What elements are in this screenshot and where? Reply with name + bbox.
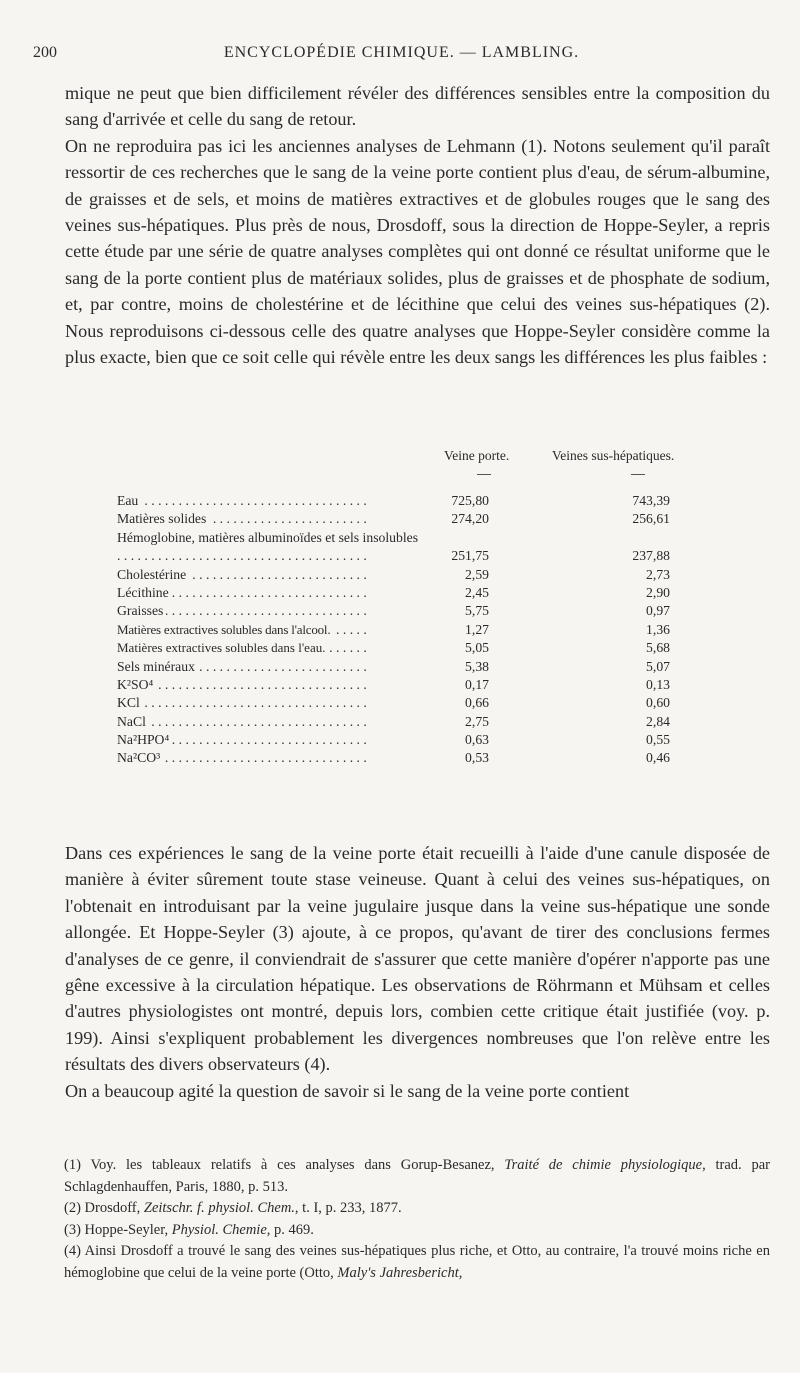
row-label: Matières extractives solubles dans l'alcool. (117, 622, 333, 637)
footnote-2-title: Zeitschr. f. physiol. Chem. (143, 1200, 295, 1216)
running-title: ENCYCLOPÉDIE CHIMIQUE. — LAMBLING. (223, 44, 580, 61)
table-row (117, 676, 677, 694)
footnote-2-text: (2) Drosdoff, (64, 1200, 144, 1216)
value-porte: 0,66 (465, 695, 489, 711)
paragraph-4: On a beaucoup agité la question de savoir si le sang de la veine porte contient (65, 1080, 630, 1101)
value-porte: 0,63 (465, 732, 489, 748)
value-porte: 725,80 (451, 493, 489, 508)
table-row (117, 529, 677, 566)
table-row (117, 731, 677, 749)
footnote-3 (42, 1220, 770, 1242)
value-sus-hepatiques: 2,73 (646, 566, 670, 582)
value-sus-hepatiques: 0,55 (646, 732, 670, 748)
table-row (117, 602, 677, 620)
value-sus-hepatiques: 2,90 (646, 584, 670, 600)
row-label: Matières extractives solubles dans l'eau. (117, 640, 328, 655)
value-sus-hepatiques: 2,84 (646, 713, 670, 729)
footnote-3-text-end: , p. 469. (266, 1221, 314, 1238)
value-porte: 5,38 (465, 658, 489, 674)
value-porte: 0,53 (465, 750, 489, 766)
table-row (117, 713, 677, 731)
value-porte: 251,75 (451, 548, 489, 564)
value-sus-hepatiques: 5,07 (646, 658, 670, 674)
body-text-top (65, 80, 770, 370)
row-label: Na²HPO⁴ (117, 732, 172, 747)
footnote-3-text: (3) Hoppe-Seyler, (64, 1221, 172, 1238)
table-row (117, 492, 677, 510)
value-sus-hepatiques: 0,13 (646, 676, 670, 692)
row-label: Graisses (117, 603, 166, 618)
paragraph-3: Dans ces expériences le sang de la veine porte était recueilli à l'aide d'une canule disposée de manière à éviter sûrement toute stase veineuse. Quant à celui des veines sus-hépatiques, on l'obtenait en introduisant par la veine jugulaire jusque dans la veine sus-hépatique une sonde allongée. Et Hoppe-Seyler (3) ajoute, à ce propos, qu'avant de tirer des conclusions fermes d'analyses de ce genre, il conviendrait de s'assurer que cette manière d'opérer n'apporte pas une gêne excessive à la circulation hépatique. Les observations de Röhrmann et Mühsam et celles d'autres physiologistes ont montré, depuis lors, combien cette critique était justifiée (voy. p. 199). Ainsi s'expliquent probablement les divergences nombreuses que l'on relève entre les résultats des divers observateurs (4). (65, 843, 770, 1075)
row-label: KCl (117, 695, 143, 710)
table-row (117, 510, 677, 528)
table-row (117, 639, 677, 657)
footnote-1-text: (1) Voy. les tableaux relatifs à ces analyses dans Gorup-Besanez, (64, 1157, 505, 1173)
value-porte: 2,45 (465, 584, 489, 600)
value-porte: 5,05 (465, 640, 489, 656)
footnote-3-title: Physiol. Chemie (171, 1221, 267, 1238)
row-label: Matières solides (117, 511, 209, 526)
value-sus-hepatiques: 237,88 (632, 548, 670, 564)
value-porte: 5,75 (465, 603, 489, 619)
row-label: NaCl (117, 714, 149, 729)
value-sus-hepatiques: 5,68 (646, 640, 670, 656)
column-header-veines-sus-hepatiques: Veines sus-hépatiques. (552, 448, 675, 463)
footnote-4-title: Maly's Jahresbericht, (337, 1264, 463, 1281)
row-label: Na²CO³ (117, 750, 163, 765)
footnote-1-title: Traité de chimie physiologique (504, 1157, 703, 1173)
value-sus-hepatiques: 256,61 (632, 511, 670, 527)
column-header-veine-porte: Veine porte. (444, 448, 510, 463)
value-porte: 1,27 (465, 621, 489, 637)
value-sus-hepatiques: 743,39 (632, 493, 670, 508)
row-label: Eau (117, 493, 141, 508)
paragraph-2: On ne reproduira pas ici les anciennes analyses de Lehmann (1). Notons seulement qu'il paraît ressortir de ces recherches que le sang de la veine porte contient plus d'eau, de sérum-albumine, de graisses et de sels, et moins de matières extractives et de globules rouges que le sang des veines sus-hépatiques. Plus près de nous, Drosdoff, sous la direction de Hoppe-Seyler, a repris cette étude par une série de quatre analyses complètes qui ont donné ce résultat uniforme que le sang de la porte contient plus de matériaux solides, plus de graisses et de phosphate de sodium, et, par contre, moins de cholestérine et de lécithine que celui des veines sus-hépatiques (2). Nous reproduisons ci-dessous celle des quatre analyses que Hoppe-Seyler considère comme la plus exacte, bien que ce soit celle qui révèle entre les deux sangs les différences les plus faibles : (65, 135, 770, 368)
analysis-table (117, 492, 677, 768)
value-porte: 274,20 (451, 511, 489, 527)
table-row (117, 566, 677, 584)
footnote-1 (42, 1155, 770, 1198)
value-porte: 2,75 (465, 713, 489, 729)
page-header (33, 44, 770, 66)
row-label: Sels minéraux (117, 659, 198, 674)
row-label: K²SO⁴ (117, 677, 156, 692)
value-sus-hepatiques: 0,60 (646, 695, 670, 711)
footnote-4 (42, 1241, 770, 1284)
table-row (117, 658, 677, 676)
table-row (117, 584, 677, 602)
footnote-2-text-end: , t. I, p. 233, 1877. (294, 1200, 402, 1216)
value-sus-hepatiques: 0,97 (646, 603, 670, 619)
value-sus-hepatiques: 1,36 (646, 621, 670, 637)
table-row (117, 694, 677, 712)
page-number: 200 (33, 44, 57, 61)
footnote-4-text: (4) Ainsi Drosdoff a trouvé le sang des veines sus-hépatiques plus riche, et Otto, au contraire, l'a trouvé moins riche en hémoglobine que celui de la veine porte (Otto, (64, 1243, 770, 1281)
body-text-bottom (65, 840, 770, 1104)
value-sus-hepatiques: 0,46 (646, 750, 670, 766)
row-label: Lécithine (117, 585, 172, 600)
footnotes (42, 1155, 770, 1284)
row-label: Cholestérine (117, 567, 189, 582)
footnote-1-text-end: , trad. par Schlagdenhauffen, Paris, 1880, p. 513. (64, 1157, 770, 1195)
value-porte: 2,59 (465, 566, 489, 582)
paragraph-1: mique ne peut que bien difficilement révéler des différences sensibles entre la composition du sang d'arrivée et celle du sang de retour. (65, 83, 770, 130)
row-label: Hémoglobine, matières albuminoïdes et sels insolubles (117, 529, 442, 547)
column-divider (477, 474, 491, 475)
column-divider (631, 474, 645, 475)
table-row (117, 749, 677, 767)
footnote-2 (42, 1198, 770, 1220)
table-row (117, 621, 677, 639)
value-porte: 0,17 (465, 676, 489, 692)
